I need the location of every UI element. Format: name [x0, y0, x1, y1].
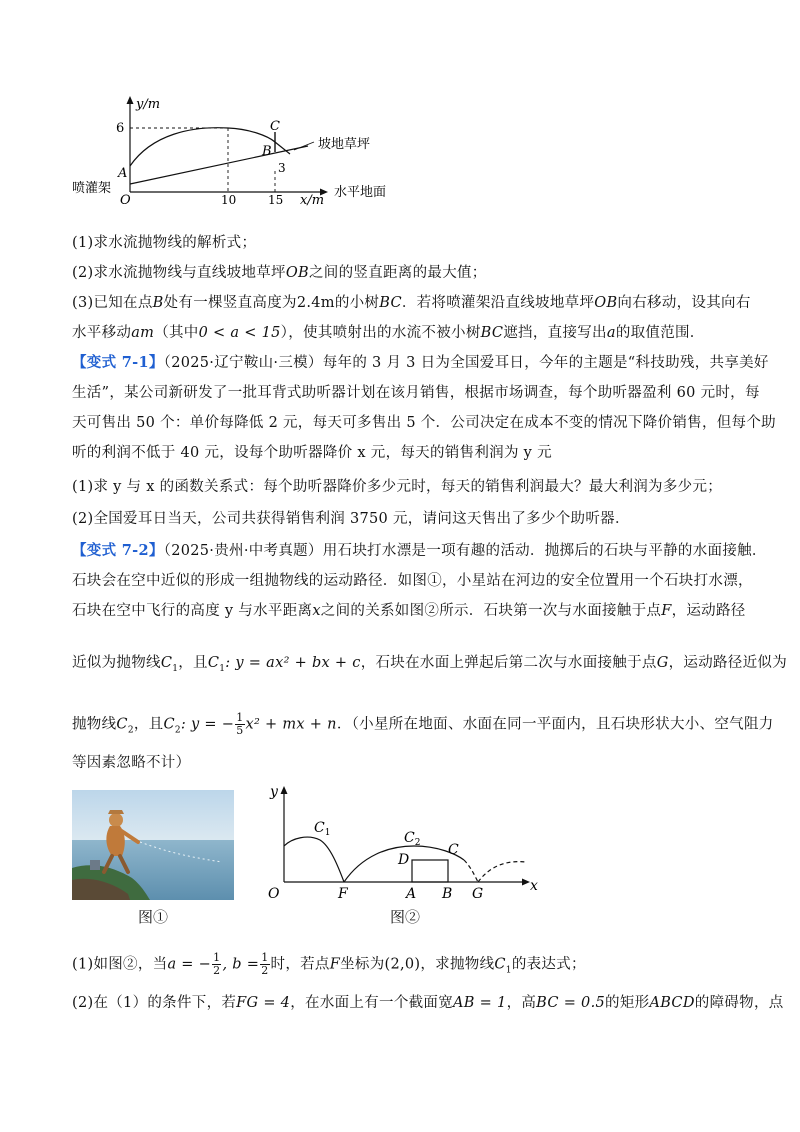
- v72-question1: (1)如图②，当a = − $\frac{1}{2}$ , b = $\frac{1}{2}$ 时，若点F坐标为(2,0)，求抛物线$C_1$的表达式；: [72, 951, 586, 977]
- figure-photo: [72, 790, 234, 900]
- fig1-ylabel: y/m: [136, 97, 161, 112]
- parabola-c2-dashed: [464, 860, 478, 882]
- frac-one-fifth: $\frac{1}{5}$: [236, 711, 244, 737]
- y-axis-arrow: [127, 96, 134, 104]
- v72-line3: 石块在空中飞行的高度 y 与水平距离x之间的关系如图②所示．石块第一次与水面接触于点F，运动路径: [72, 603, 746, 619]
- frac-half-a: $\frac{1}{2}$: [213, 951, 221, 977]
- fig2-label-y: y: [270, 784, 278, 800]
- fig1-label-o: O: [120, 193, 131, 208]
- fig1-ground-label: 水平地面: [334, 185, 387, 200]
- v71-question2: (2)全国爱耳日当天，公司共获得销售利润 3750 元，请问这天售出了多少个助听器．: [72, 511, 630, 527]
- fig1-sprinkler-label: 喷灌架: [72, 181, 112, 196]
- v71-question1: (1)求 y 与 x 的函数关系式：每个助听器降价多少元时，每天的销售利润最大？最大利润为多少元；: [72, 479, 723, 495]
- v72-line6: 等因素忽略不计）: [72, 755, 191, 771]
- caption-fig1: 图①: [138, 908, 169, 926]
- fig1-label-b: B: [262, 144, 272, 159]
- fig2-label-c: C: [448, 842, 459, 858]
- q1-part2: (2)求水流抛物线与直线坡地草坪OB之间的竖直距离的最大值；: [72, 265, 487, 281]
- v72-question2: (2)在（1）的条件下，若FG = 4，在水面上有一个截面宽AB = 1，高BC = 0.5的矩形ABCD的障碍物，点: [72, 995, 784, 1011]
- obstacle-abcd: [412, 860, 448, 882]
- v72-tag: 【变式 7-2】: [72, 542, 164, 559]
- figure-sprinkler: [72, 92, 392, 210]
- fig1-label-10: 10: [221, 193, 237, 207]
- fig1-slope-label: 坡地草坪: [318, 137, 371, 152]
- figure-parabolas: [258, 782, 548, 908]
- fig1-label-a: A: [118, 166, 128, 181]
- v71-line1: 【变式 7-1】（2025·辽宁鞍山·三模）每年的 3 月 3 日为全国爱耳日，今年的主题是“科技助残，共享美好: [72, 354, 769, 371]
- fig1-xlabel: x/m: [300, 193, 325, 208]
- fig2-y-arrow: [281, 786, 288, 794]
- fig1-label-15: 15: [268, 193, 284, 207]
- v71-tag: 【变式 7-1】: [72, 354, 164, 371]
- parabola-c1: [284, 837, 344, 882]
- fig1-label-c: C: [270, 119, 280, 134]
- v72-line5: 抛物线$C_2$，且$C_2$: y = − $\frac{1}{5}$ x² + mx + n．（小星所在地面、水面在同一平面内，且石块形状大小、空气阻力: [72, 711, 774, 737]
- fig2-label-x: x: [530, 878, 538, 894]
- v71-line4: 听的利润不低于 40 元，设每个助听器降价 x 元，每天的销售利润为 y 元: [72, 445, 552, 461]
- fig2-label-f: F: [338, 886, 348, 902]
- q1-part3-line2: 水平移动am（其中0 < a < 15），使其喷射出的水流不被小树BC遮挡，直接写出a的取值范围．: [72, 325, 705, 341]
- q1-part3-line1: (3)已知在点B处有一棵竖直高度为2.4m的小树BC．若将喷灌架沿直线坡地草坪OB向右移动，设其向右: [72, 295, 751, 311]
- v72-line4: 近似为抛物线$C_1$，且$C_1$: y = ax² + bx + c，石块在水面上弹起后第二次与水面接触于点G，运动路径近似为: [72, 655, 787, 674]
- caption-fig2: 图②: [390, 908, 421, 926]
- fig2-label-g: G: [472, 886, 484, 902]
- parabola-c3-dashed: [478, 862, 526, 882]
- slope-pointer: [294, 142, 314, 150]
- frac-half-b: $\frac{1}{2}$: [261, 951, 269, 977]
- v71-line3: 天可售出 50 个：单价每降低 2 元，每天可多售出 5 个．公司决定在成本不变的情况下降价销售，但每个助: [72, 415, 776, 431]
- fig1-label-6: 6: [116, 121, 125, 136]
- fig2-label-o: O: [268, 886, 280, 902]
- fig2-label-a: A: [406, 886, 417, 902]
- fig2-label-b: B: [442, 886, 453, 902]
- v72-line2: 石块会在空中近似的形成一组抛物线的运动路径．如图①，小星站在河边的安全位置用一个石块打水漂，: [72, 573, 753, 589]
- fig2-label-c2: $C_2$: [404, 830, 421, 848]
- v71-line2: 生活”，某公司新研发了一批耳背式助听器计划在该月销售，根据市场调查，每个助听器盈利 60 元时，每: [72, 385, 760, 401]
- v72-line1: 【变式 7-2】（2025·贵州·中考真题）用石块打水漂是一项有趣的活动．抛掷后的石块与平静的水面接触．: [72, 542, 767, 559]
- fig1-label-3: 3: [278, 161, 286, 175]
- fig2-label-d: D: [398, 852, 410, 868]
- q1-part1: (1)求水流抛物线的解析式；: [72, 235, 257, 251]
- fig2-x-arrow: [522, 879, 530, 886]
- fig2-label-c1: $C_1$: [314, 820, 331, 838]
